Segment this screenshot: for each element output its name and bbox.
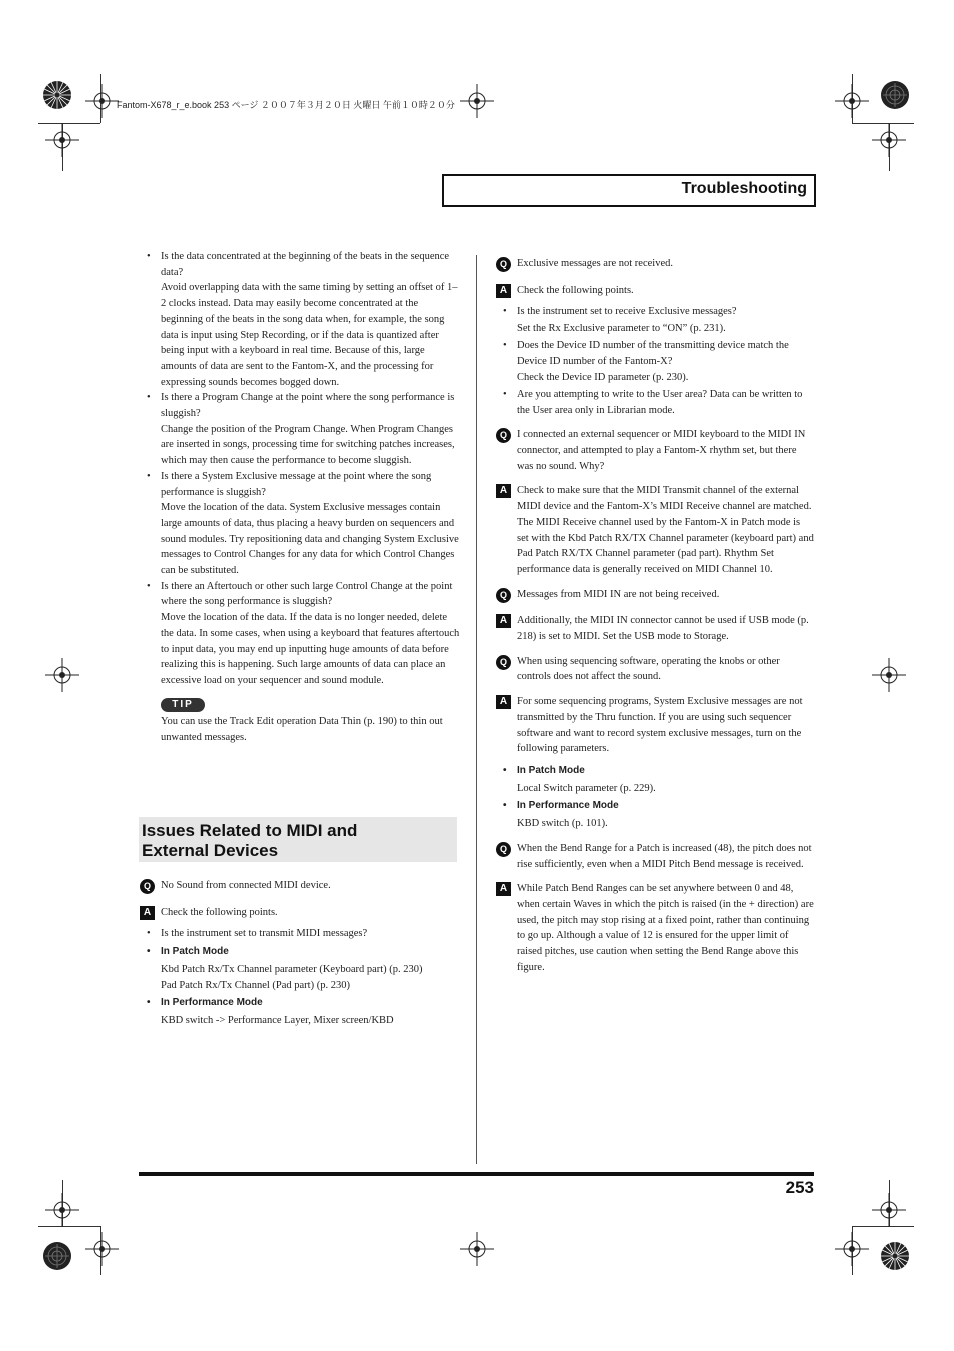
registration-mark-left-middle — [45, 658, 79, 692]
question-item: Q Exclusive messages are not received. — [496, 256, 814, 272]
bullet-answer: Check the Device ID parameter (p. 230). — [517, 372, 689, 384]
bullet-answer: Move the location of the data. If the data is no longer needed, delete the data. In some cases, when using a keyboard that features aftertouch to input data, you may end up inputting huge amounts of data before realizing this is happening. Such large amounts of data can place an excessive load on your sequencer and sound module. — [161, 612, 460, 686]
answer-item: A For some sequencing programs, System Exclusive messages are not transmitted by the Thru function. If you are using such sequencer software and want to record system exclusive messages, turn on the following parameters. — [496, 694, 814, 757]
registration-mark-bottom-left — [85, 1232, 119, 1266]
chapter-title: Troubleshooting — [681, 180, 807, 197]
section-heading: Issues Related to MIDI and External Devices — [142, 821, 358, 860]
bullet-answer: Set the Rx Exclusive parameter to “ON” (p. 231). — [517, 323, 726, 335]
parameter-line: KBD switch (p. 101). — [517, 818, 608, 830]
color-wheel-mark-bottom-left — [42, 1241, 72, 1271]
bullet-item: • Is there a Program Change at the point where the song performance is sluggish? — [140, 390, 460, 421]
footer-rule — [139, 1172, 814, 1176]
parameter-line: Local Switch parameter (p. 229). — [517, 782, 656, 794]
answer-icon: A — [496, 484, 511, 498]
section-heading-box — [139, 817, 457, 862]
registration-mark-top-right — [835, 84, 869, 118]
page-number: 253 — [785, 1178, 814, 1197]
registration-mark-right-lower — [872, 1193, 906, 1227]
color-wheel-mark-top-right — [880, 80, 910, 110]
parameter-line: KBD switch -> Performance Layer, Mixer screen/KBD — [161, 1014, 394, 1026]
registration-mark-right-upper — [872, 123, 906, 157]
question-item: Q Messages from MIDI IN are not being received. — [496, 587, 814, 603]
mode-subheading: • In Performance Mode — [496, 798, 814, 814]
bullet-item: • Is the instrument set to transmit MIDI messages? — [140, 926, 460, 942]
parameter-line: Pad Patch Rx/Tx Channel (Pad part) (p. 230) — [161, 979, 350, 991]
question-icon: Q — [496, 842, 511, 857]
answer-icon: A — [496, 882, 511, 896]
registration-mark-left-lower — [45, 1193, 79, 1227]
question-icon: Q — [496, 655, 511, 670]
registration-mark-left-upper — [45, 123, 79, 157]
answer-icon: A — [496, 284, 511, 298]
bullet-item: • Is the data concentrated at the beginning of the beats in the sequence data? — [140, 249, 460, 280]
bullet-item: • Is the instrument set to receive Exclusive messages? — [496, 304, 814, 320]
answer-icon: A — [496, 695, 511, 709]
mode-subheading: • In Patch Mode — [140, 944, 460, 960]
answer-item: A Check the following points. — [140, 905, 460, 921]
print-info-line: Fantom-X678_r_e.book 253 ページ ２００７年３月２０日 火曜日 午前１０時２０分 — [117, 100, 455, 110]
question-item: Q I connected an external sequencer or MIDI keyboard to the MIDI IN connector, and attempted to play a Fantom-X rhythm set, but there was no sound. Why? — [496, 427, 814, 474]
left-column — [140, 249, 460, 746]
parameter-line: Kbd Patch Rx/Tx Channel parameter (Keyboard part) (p. 230) — [161, 963, 423, 975]
bullet-answer: Change the position of the Program Change. When Program Changes are inserted in songs, processing time for switching patches increases, which may then cause the performance to become sluggish. — [161, 423, 455, 467]
answer-item: A While Patch Bend Ranges can be set anywhere between 0 and 48, when certain Waves in which the pitch is raised (in the + direction) are used, the pitch may stop rising at a fixed point, rather than continuing to go up. Although a value of 12 is ensured for the upper limit of raised pitches, use caution when setting the Bend Range above this figure. — [496, 881, 814, 975]
chapter-header — [442, 174, 816, 207]
bullet-item: • Is there an Aftertouch or other such large Control Change at the point where the song performance is sluggish? — [140, 579, 460, 610]
bullet-answer: Avoid overlapping data with the same timing by setting an offset of 1–2 clocks instead. Data may easily become concentrated at the beginning of the beats in the song data when, for example, the song data is input using Step Recording, or if the data is quantized after being input with a keyboard in real time. Because of this, large amounts of data are sent to the Fantom-X, and the processing for expressing sounds becomes bogged down. — [161, 282, 458, 388]
bullet-item: • Does the Device ID number of the transmitting device match the Device ID number of the Fantom-X? — [496, 338, 814, 369]
answer-icon: A — [496, 614, 511, 628]
midi-qa-left — [140, 878, 460, 1029]
mode-subheading: • In Patch Mode — [496, 763, 814, 779]
question-icon: Q — [496, 257, 511, 272]
registration-mark-bottom-center — [460, 1232, 494, 1266]
mode-subheading: • In Performance Mode — [140, 995, 460, 1011]
registration-mark-right-middle — [872, 658, 906, 692]
answer-item: A Check to make sure that the MIDI Transmit channel of the external MIDI device and the Fantom-X’s MIDI Receive channel are matched. The MIDI Receive channel used by the Fantom-X in Patch mode is set with the Kbd Patch RX/TX Channel parameter (keyboard part) and Pad Patch RX/TX Channel parameter (pad part). Rhythm Set performance data is generally received on MIDI Channel 10. — [496, 483, 814, 577]
bullet-item: • Is there a System Exclusive message at the point where the song performance is sluggish? — [140, 469, 460, 500]
question-item: Q When using sequencing software, operating the knobs or other controls does not affect the sound. — [496, 654, 814, 685]
registration-mark-top-left — [85, 84, 119, 118]
answer-item: A Additionally, the MIDI IN connector cannot be used if USB mode (p. 218) is set to MIDI. Set the USB mode to Storage. — [496, 613, 814, 644]
tip-badge: TIP — [161, 698, 205, 712]
question-icon: Q — [496, 588, 511, 603]
answer-icon: A — [140, 906, 155, 920]
question-item: Q No Sound from connected MIDI device. — [140, 878, 460, 894]
color-wheel-mark-top-left — [42, 80, 72, 110]
question-icon: Q — [496, 428, 511, 443]
bullet-answer: Move the location of the data. System Exclusive messages contain large amounts of data, thus placing a heavy burden on sequencers and sound modules. Try repositioning data and changing System Exclusive messages to Control Changes for any data for which Control Changes can be substituted. — [161, 502, 459, 577]
registration-mark-bottom-right — [835, 1232, 869, 1266]
answer-item: A Check the following points. — [496, 283, 814, 299]
tip-text: You can use the Track Edit operation Data Thin (p. 190) to thin out unwanted messages. — [161, 716, 443, 744]
bullet-item: • Are you attempting to write to the User area? Data can be written to the User area only in Librarian mode. — [496, 387, 814, 418]
right-column — [496, 256, 814, 975]
color-wheel-mark-bottom-right — [880, 1241, 910, 1271]
registration-mark-top-center — [460, 84, 494, 118]
question-item: Q When the Bend Range for a Patch is increased (48), the pitch does not rise sufficiently, even when a MIDI Pitch Bend message is received. — [496, 841, 814, 872]
question-icon: Q — [140, 879, 155, 894]
column-divider — [476, 255, 477, 1164]
